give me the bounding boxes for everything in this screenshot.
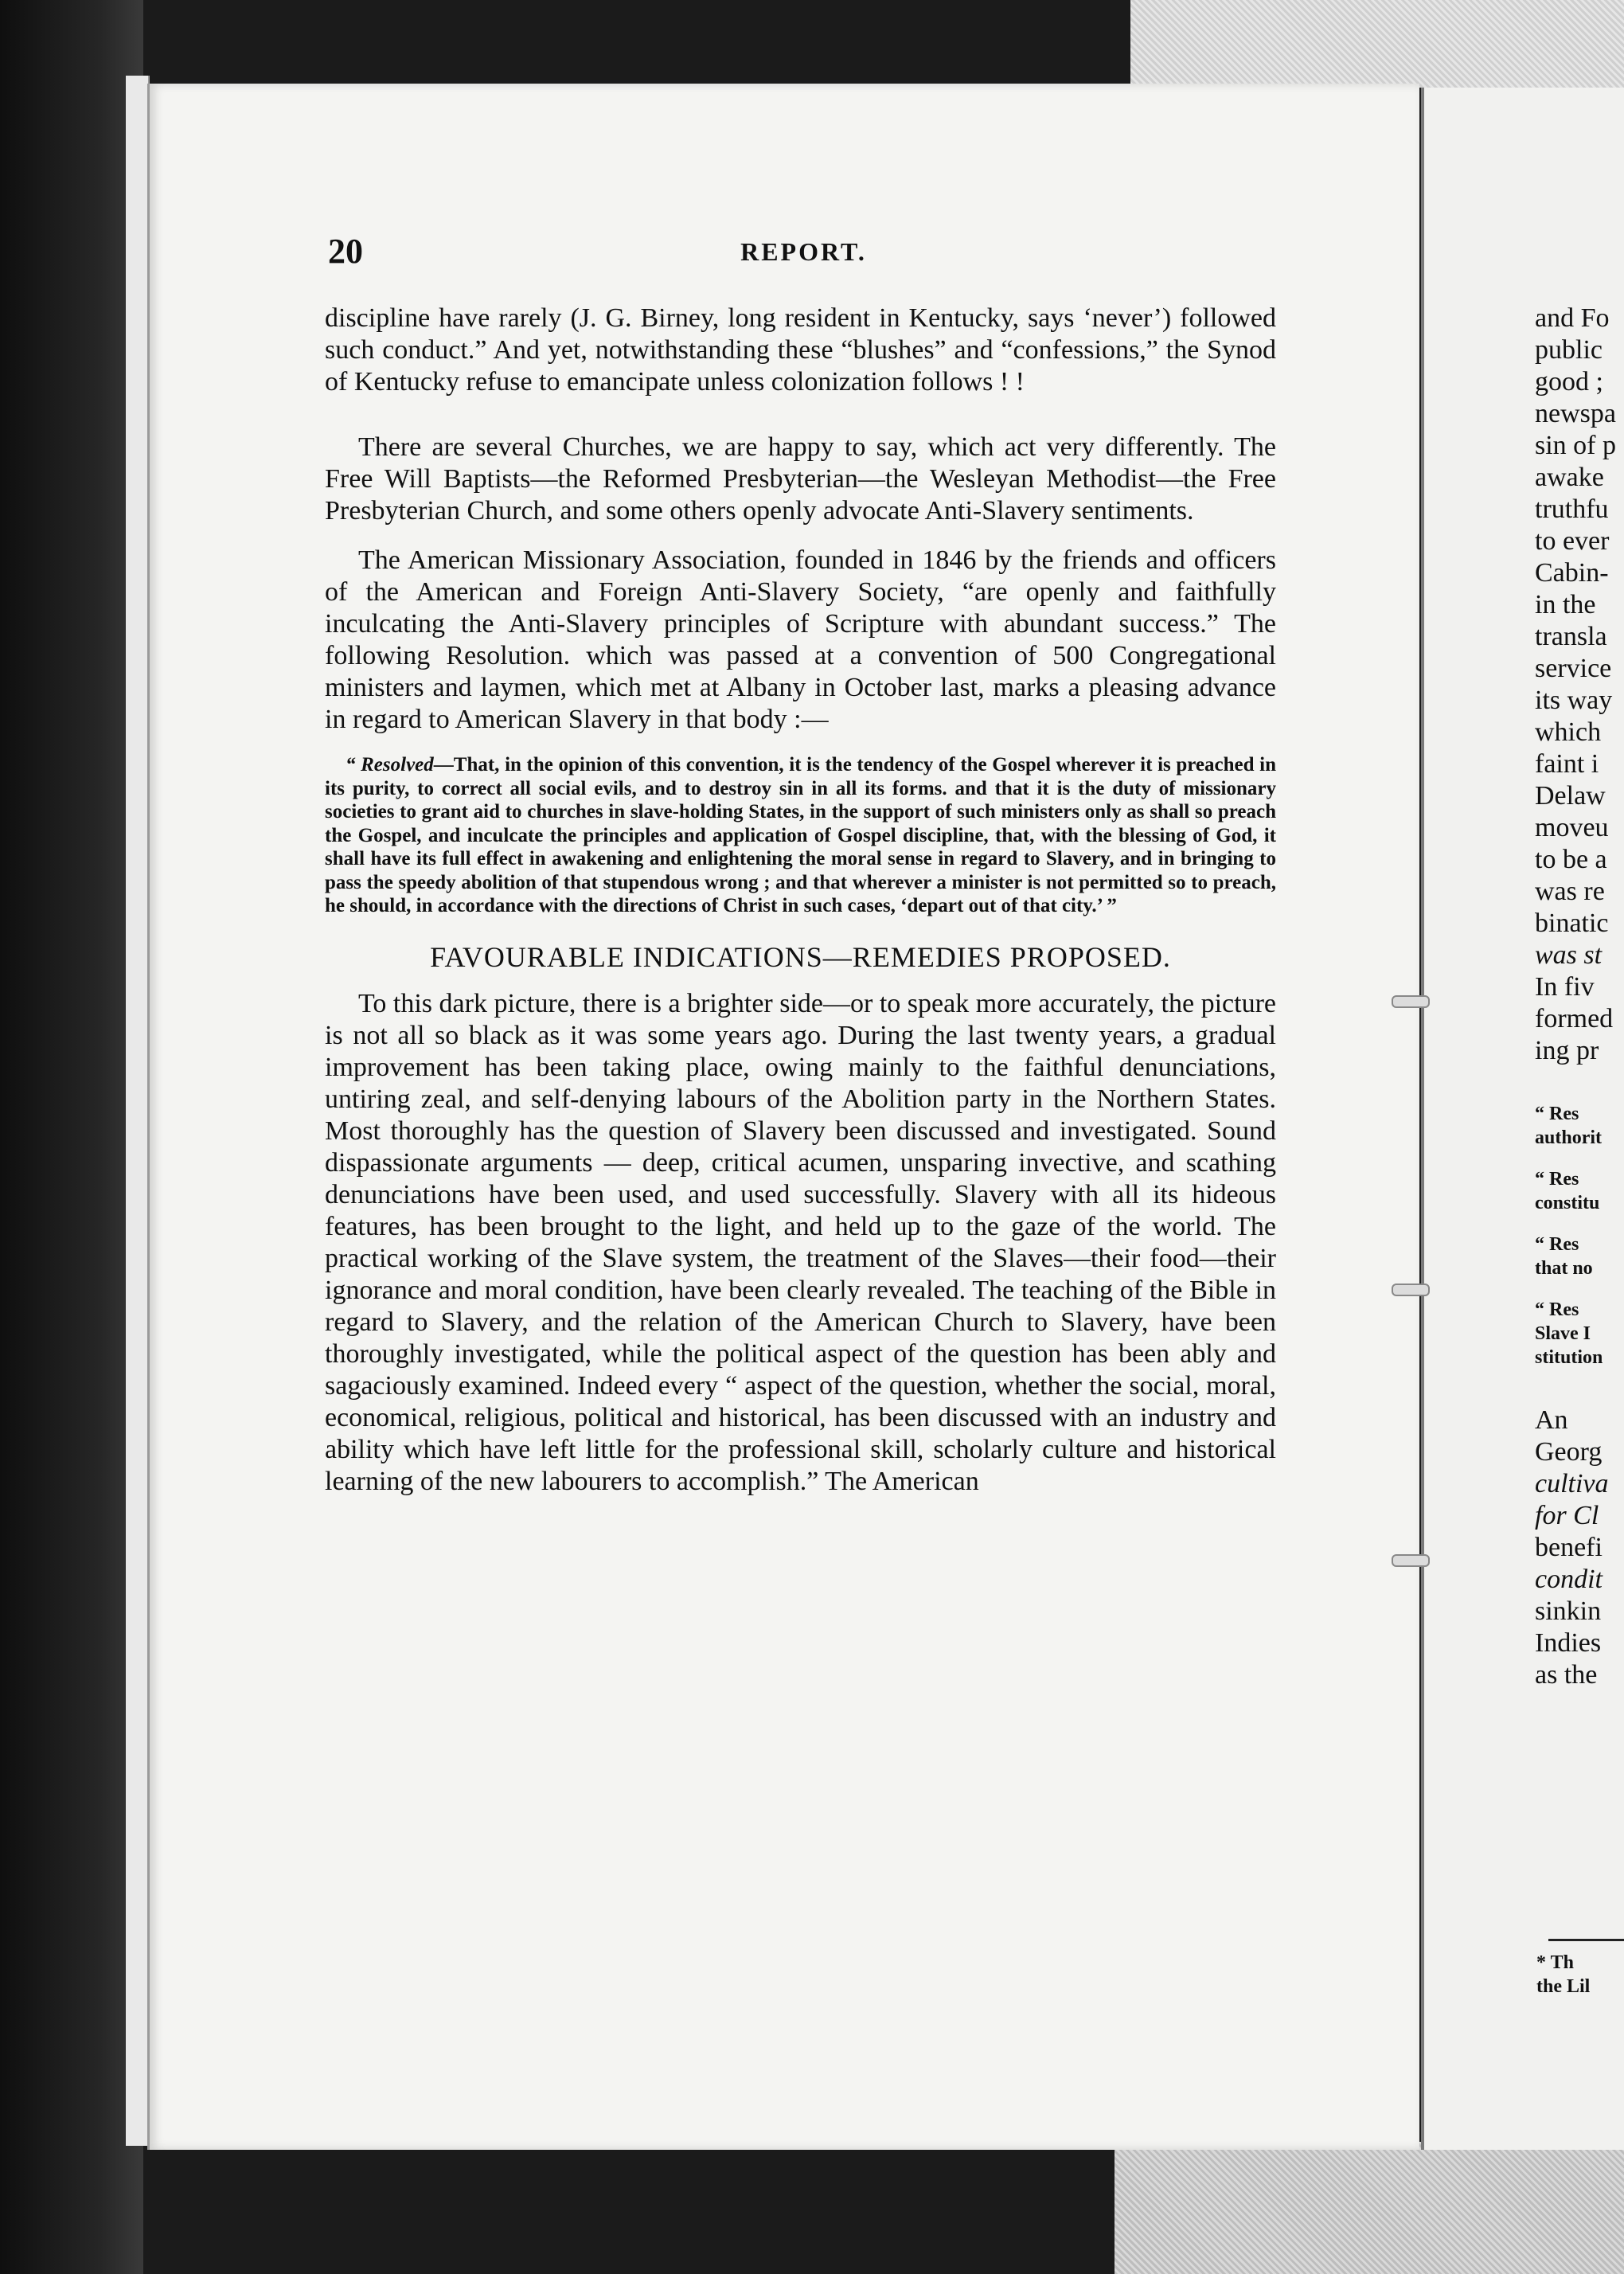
dark-background-left bbox=[0, 0, 143, 2274]
right-small-line: stitution bbox=[1535, 1347, 1603, 1368]
paragraph bbox=[325, 432, 1276, 527]
right-line: transla bbox=[1535, 622, 1607, 651]
right-line: its way bbox=[1535, 686, 1613, 715]
footnote-line: * Th bbox=[1536, 1952, 1574, 1973]
right-small-line: Slave I bbox=[1535, 1323, 1591, 1344]
running-head: REPORT. bbox=[740, 237, 867, 266]
right-line: was re bbox=[1535, 877, 1605, 906]
right-small-line: “ Res bbox=[1535, 1104, 1579, 1124]
paragraph-text: To this dark picture, there is a brighter side—or to speak more accurately, the picture is not all so black as it was some years ago. During the last twenty years, a gradual improvement has been taking place, owing mainly to the faithful denunciations, untiring zeal, and self-denying labours of the Abolition party in the Northern States. Most thoroughly has the question of Slavery been discussed and investigated. Sound dispassionate arguments — deep, critical acumen, unsparing invective, and scathing denunciations have been used, and used successfully. Slavery with all its hideous features, has been brought to the light, and held up to the gaze of the world. The practical working of the Slave system, the treatment of the Slaves—their food—their ignorance and moral condition, have been clearly revealed. The teaching of the Bible in regard to Slavery, and the relation of the American Church to Slavery, have been thoroughly investigated, while the political aspect of the question has been ably and sagaciously examined. Indeed every “ aspect of the question, whether the social, moral, economical, religious, political and historical, has been discussed with an industry and ability which have left little for the professional skill, scholarly culture and historical learning of the new labourers to accomplish.” The American bbox=[325, 988, 1276, 1496]
right-line: Delaw bbox=[1535, 781, 1606, 811]
right-footnote bbox=[1536, 1951, 1590, 1999]
section-heading: FAVOURABLE INDICATIONS—REMEDIES PROPOSED. bbox=[430, 940, 1171, 973]
right-line: Indies bbox=[1535, 1628, 1602, 1658]
footnote-line: the Lil bbox=[1536, 1976, 1591, 1997]
right-line: service bbox=[1535, 654, 1612, 683]
right-line: benefi bbox=[1535, 1533, 1603, 1562]
right-small-line: “ Res bbox=[1535, 1169, 1579, 1190]
right-line: binatic bbox=[1535, 908, 1609, 938]
binding-clip bbox=[1392, 995, 1430, 1008]
right-small-line: “ Res bbox=[1535, 1234, 1579, 1255]
page-body bbox=[325, 303, 1276, 1515]
right-small-line: that no bbox=[1535, 1258, 1593, 1279]
right-line: as the bbox=[1535, 1660, 1598, 1690]
right-small-line: constitu bbox=[1535, 1193, 1600, 1213]
right-line: public bbox=[1535, 335, 1603, 365]
page-header bbox=[328, 231, 1279, 271]
right-line: faint i bbox=[1535, 749, 1599, 779]
right-line: cultiva bbox=[1535, 1469, 1609, 1498]
paragraph bbox=[325, 303, 1276, 398]
page-number: 20 bbox=[328, 232, 363, 271]
right-line: In fiv bbox=[1535, 972, 1595, 1002]
right-page-text bbox=[1535, 303, 1624, 1691]
right-line: sinkin bbox=[1535, 1596, 1602, 1626]
resolution-quote bbox=[325, 753, 1276, 918]
right-line: in the bbox=[1535, 590, 1596, 619]
right-small-line: authorit bbox=[1535, 1127, 1602, 1148]
right-line: Georg bbox=[1535, 1437, 1603, 1467]
quote-text: —That, in the opinion of this convention, it is the tendency of the Gospel wherever it is preached in its purity, to correct all social evils, and to destroy sin in all its forms. and that it is the duty of missionary societies to grant aid to churches in slave-holding States, in the support of such ministers only as shall so preach the Gospel, and inculcate the principles and application of Gospel discipline, that, with the blessing of God, it shall have its full effect in awakening and enlightening the moral sense in regard to Slavery, and in bringing to pass the speedy abolition of that stupendous wrong ; and that wherever a minister is not permitted so to preach, he should, in accordance with the directions of Christ in such cases, ‘depart out of that city.’ ” bbox=[325, 754, 1277, 916]
right-line: ing pr bbox=[1535, 1036, 1599, 1065]
right-line: condit bbox=[1535, 1565, 1603, 1594]
right-line: awake bbox=[1535, 463, 1604, 492]
right-line: Cabin- bbox=[1535, 558, 1609, 588]
right-line: formed bbox=[1535, 1004, 1614, 1033]
right-line: sin of p bbox=[1535, 431, 1616, 460]
paragraph-text: The American Missionary Association, founded in 1846 by the friends and officers of the American and Foreign Anti-Slavery Society, “are openly and faithfully inculcating the Anti-Slavery principles of Scripture with abundant success.” The following Resolution. which was passed at a convention of 500 Congregational ministers and laymen, which met at Albany in October last, marks a pleasing advance in regard to American Slavery in that body :— bbox=[325, 545, 1276, 734]
right-line: to ever bbox=[1535, 526, 1610, 556]
right-line: for Cl bbox=[1535, 1501, 1599, 1530]
right-line: which bbox=[1535, 717, 1602, 747]
paragraph bbox=[325, 988, 1276, 1498]
right-line: was st bbox=[1535, 940, 1603, 970]
quote-lead: “ Resolved bbox=[345, 754, 434, 776]
binding-clip bbox=[1392, 1284, 1430, 1296]
right-line: truthfu bbox=[1535, 494, 1609, 524]
right-line: moveu bbox=[1535, 813, 1609, 842]
paragraph-text: discipline have rarely (J. G. Birney, long resident in Kentucky, says ‘never’) followed such conduct.” And yet, notwithstanding these “blushes” and “confessions,” the Synod of Kentucky refuse to emancipate unless colonization follows ! ! bbox=[325, 303, 1276, 397]
binding-clip bbox=[1392, 1554, 1430, 1567]
fabric-background-bottom bbox=[1115, 2142, 1624, 2274]
paragraph-text: There are several Churches, we are happy to say, which act very differently. The Free Will Baptists—the Reformed Presbyterian—the Wesleyan Methodist—the Free Presbyterian Church, and some others openly advocate Anti-Slavery sentiments. bbox=[325, 432, 1276, 526]
right-line: An bbox=[1535, 1405, 1568, 1435]
right-line: newspa bbox=[1535, 399, 1616, 428]
right-small-line: “ Res bbox=[1535, 1299, 1579, 1320]
right-line: to be a bbox=[1535, 845, 1607, 874]
paragraph bbox=[325, 545, 1276, 736]
fabric-background-top bbox=[1130, 0, 1624, 88]
right-line: and Fo bbox=[1535, 303, 1610, 333]
footnote-rule bbox=[1548, 1939, 1624, 1941]
right-line: good ; bbox=[1535, 367, 1603, 397]
